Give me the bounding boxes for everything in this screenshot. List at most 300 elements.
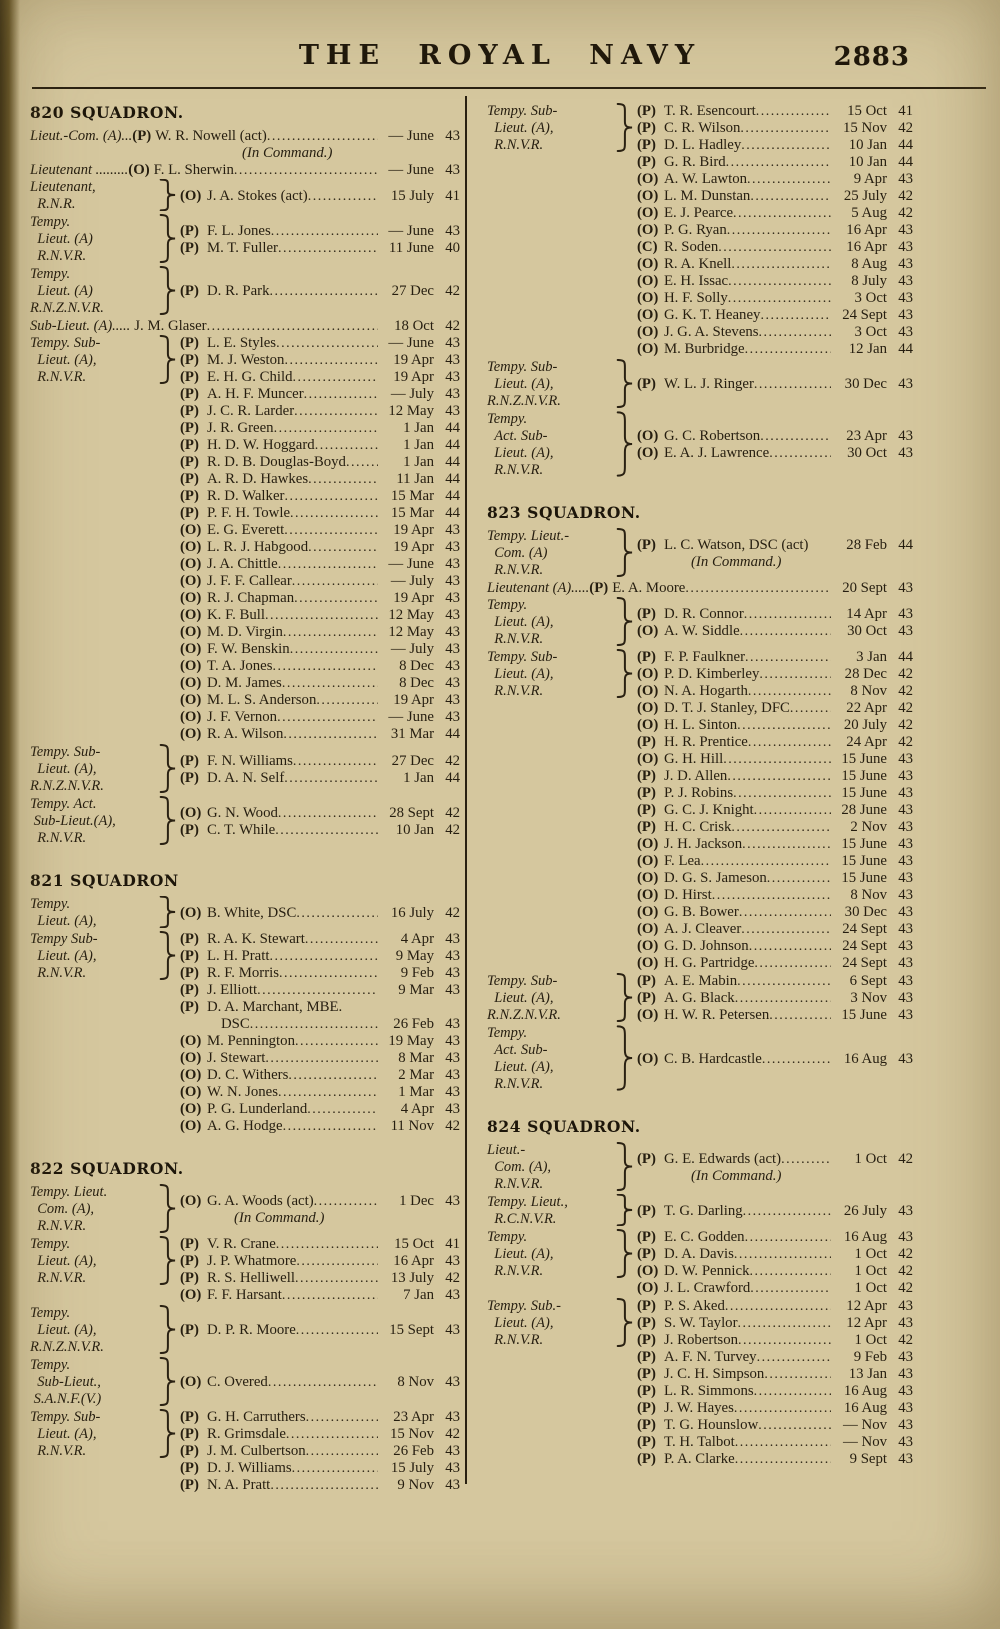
entry-year: 43 <box>445 386 460 402</box>
officer-entry <box>180 573 460 590</box>
leader-dots <box>282 675 378 692</box>
officer-prefix: (P) <box>180 752 199 769</box>
officer-entry <box>637 990 913 1007</box>
officer-entry <box>637 683 913 700</box>
leader-dots <box>750 1280 831 1297</box>
leader-dots <box>739 904 831 921</box>
officer-entry <box>637 938 913 955</box>
entry-date: 15 Nov <box>843 120 887 136</box>
officer-entry <box>637 802 913 819</box>
officer-prefix: (O) <box>637 921 659 937</box>
entry-date: 1 Jan <box>403 769 434 786</box>
officer-prefix: (O) <box>180 692 202 708</box>
entry-year: 43 <box>898 273 913 289</box>
rank-label-line: Tempy. <box>30 896 71 912</box>
leader-dots <box>728 273 831 290</box>
officer-entry <box>637 1246 913 1263</box>
officer-name: A. G. Black <box>664 990 735 1006</box>
entry-date: 1 Oct <box>854 1280 887 1296</box>
officer-name: L. C. Watson, DSC (act) <box>664 536 809 553</box>
officer-prefix: (P) <box>637 1298 656 1314</box>
officer-entry <box>180 1033 460 1050</box>
rank-label <box>487 597 615 648</box>
officer-prefix: (P) <box>637 1366 656 1382</box>
entry-year: 42 <box>445 1270 460 1286</box>
entry-date: 1 Dec <box>399 1192 434 1209</box>
entries-list <box>637 359 913 410</box>
officer-entry <box>180 675 460 692</box>
officer-entry <box>637 445 913 462</box>
entry-year: 44 <box>898 536 913 553</box>
leader-dots <box>307 1101 378 1118</box>
entries-list <box>637 528 913 579</box>
leader-dots <box>747 171 831 188</box>
rank-label-line: Lieut. (A), <box>30 761 97 777</box>
officer-prefix: (P) <box>180 505 199 521</box>
entry-date: 5 Aug <box>851 205 887 221</box>
entry-year: 41 <box>445 187 460 204</box>
entry-date: 27 Dec <box>391 752 434 769</box>
officer-name: G. H. Carruthers <box>207 1409 306 1425</box>
leader-dots <box>712 887 831 904</box>
curly-brace-icon <box>615 528 633 577</box>
officer-prefix: (O) <box>180 1101 202 1117</box>
entry-year: 43 <box>445 1374 460 1390</box>
entry-year: 43 <box>445 948 460 964</box>
officer-name: C. R. Wilson <box>664 120 741 136</box>
officer-prefix: (P) <box>637 1434 656 1450</box>
entry-year: 42 <box>898 120 913 136</box>
leader-dots <box>754 955 831 972</box>
rank-label-line: Lieut. (A) <box>30 283 93 299</box>
rank-label <box>30 1409 158 1494</box>
curly-brace-icon <box>158 179 176 211</box>
entries-list <box>180 266 460 317</box>
rank-label-line: Tempy. Lieut., <box>487 1194 568 1210</box>
leader-dots <box>758 1417 831 1434</box>
entry-date: 12 Apr <box>846 1298 887 1314</box>
rank-label-line: Lieut. (A), <box>487 666 554 682</box>
entry-year: 42 <box>898 1332 913 1348</box>
rank-label-line: Tempy. <box>30 1357 71 1373</box>
officer-entry <box>180 1236 460 1253</box>
entry-year: 43 <box>898 171 913 187</box>
squadron-title: 823 SQUADRON. <box>487 503 641 522</box>
leader-dots <box>296 905 378 922</box>
officer-entry <box>637 188 913 205</box>
officer-entry <box>637 1007 913 1024</box>
officer-prefix: (P) <box>180 1270 199 1286</box>
entry-date: 15 June <box>841 1007 887 1023</box>
entry-year: 43 <box>898 256 913 272</box>
entries-list <box>637 973 913 1024</box>
entry-date: 14 Apr <box>846 605 887 622</box>
entries-list <box>637 649 913 972</box>
officer-entry <box>637 120 913 137</box>
officer-prefix: (P) <box>180 437 199 453</box>
rank-group <box>30 796 460 847</box>
officer-entry <box>637 785 913 802</box>
officer-name: F. W. Benskin <box>207 641 290 657</box>
officer-name: M. Burbridge <box>664 341 745 357</box>
rank-label-line: Tempy. Sub- <box>487 359 558 375</box>
officer-name: J. G. A. Stevens <box>664 324 759 340</box>
leader-dots <box>308 471 378 488</box>
entry-date: 28 Dec <box>844 666 887 682</box>
entry-date: 2 Mar <box>398 1067 434 1083</box>
rank-label <box>487 103 615 358</box>
officer-name: D. R. Park <box>207 283 270 299</box>
officer-name: T. R. Esencourt <box>664 103 756 119</box>
leader-dots <box>737 717 831 734</box>
leader-dots <box>274 420 378 437</box>
entry-year: 42 <box>445 1426 460 1442</box>
entry-year: 42 <box>898 717 913 733</box>
rank-label <box>487 649 615 972</box>
squadron-section <box>487 103 913 479</box>
officer-entry <box>637 904 913 921</box>
leader-dots <box>767 870 831 887</box>
rank-label-line: R.N.V.R. <box>30 248 87 264</box>
officer-name: J. R. Green <box>207 420 274 436</box>
curly-brace-icon <box>615 1194 633 1226</box>
officer-name: P. A. Clarke <box>664 1451 735 1467</box>
entry-year: 43 <box>898 1202 913 1219</box>
officer-prefix: (O) <box>637 938 659 954</box>
rank-label-line: Tempy. Sub- <box>30 335 101 351</box>
entry-date: 15 Mar <box>390 505 434 521</box>
entry-date: 6 Sept <box>849 973 887 989</box>
officer-prefix: (P) <box>180 1253 199 1269</box>
entry-year: 43 <box>445 675 460 691</box>
rank-label-line: R.N.V.R. <box>487 631 544 647</box>
entry-date: 12 Jan <box>848 341 887 357</box>
entry-year: 43 <box>445 1084 460 1100</box>
brace-cell <box>615 973 637 1024</box>
entry-year: 42 <box>445 821 460 838</box>
entry-year: 43 <box>898 819 913 835</box>
officer-name: J. Elliott <box>207 982 258 998</box>
officer-prefix: (P) <box>180 1322 199 1338</box>
leader-dots <box>296 1322 378 1339</box>
brace-cell <box>158 1409 180 1494</box>
leader-dots <box>741 137 831 154</box>
entries-list <box>180 335 460 743</box>
entry-year: 43 <box>445 556 460 572</box>
rank-group <box>487 1142 913 1193</box>
entry-year: 42 <box>898 683 913 699</box>
entry-year: 43 <box>898 921 913 937</box>
leader-dots <box>740 623 831 640</box>
rank-label-line: Lieut.- <box>487 1142 526 1158</box>
officer-prefix: (O) <box>180 641 202 657</box>
officer-prefix: (P) <box>180 1443 199 1459</box>
rank-group <box>30 931 460 1135</box>
rank-label: Sub-Lieut. (A)..... <box>30 318 131 334</box>
entry-date: 8 Dec <box>399 675 434 691</box>
officer-prefix: (P) <box>637 1229 656 1245</box>
rank-label-line: Lieut. (A), <box>487 445 554 461</box>
entry-date: 31 Mar <box>390 726 434 742</box>
leader-dots <box>316 692 378 709</box>
officer-prefix: (O) <box>637 717 659 733</box>
entries-list <box>180 1305 460 1356</box>
entry-year: 44 <box>898 137 913 153</box>
officer-name: T. A. Jones <box>207 658 273 674</box>
curly-brace-icon <box>615 103 633 152</box>
officer-name: D. T. J. Stanley, DFC <box>664 700 790 716</box>
officer-entry <box>180 1084 460 1101</box>
leader-dots <box>734 1246 831 1263</box>
officer-entry <box>637 836 913 853</box>
brace-cell <box>158 896 180 930</box>
entry-year: 43 <box>898 973 913 989</box>
entries-list <box>180 1184 460 1235</box>
officer-prefix: (O) <box>637 836 659 852</box>
entry-date: 28 June <box>841 802 887 818</box>
entry-date: 25 July <box>843 188 887 204</box>
entry-year: 43 <box>445 658 460 674</box>
officer-name: L. E. Styles <box>207 335 277 351</box>
leader-dots <box>273 658 379 675</box>
entries-list <box>637 597 913 648</box>
rank-group <box>30 179 460 213</box>
rank-inline-row <box>30 128 460 145</box>
rank-label-line: Tempy. Sub.- <box>487 1298 561 1314</box>
officer-prefix: (P) <box>180 931 199 947</box>
leader-dots <box>769 445 831 462</box>
leader-dots <box>737 973 831 990</box>
entry-date: 24 Sept <box>842 938 887 954</box>
officer-prefix: (P) <box>637 768 656 784</box>
officer-prefix: (O) <box>637 188 659 204</box>
officer-name: F. N. Williams <box>207 752 293 769</box>
curly-brace-icon <box>158 335 176 384</box>
leader-dots <box>734 1400 831 1417</box>
curly-brace-icon <box>615 411 633 477</box>
officer-name: C. T. While <box>207 821 276 838</box>
rank-label-line: Tempy. Lieut. <box>30 1184 108 1200</box>
entry-date: — July <box>390 386 434 402</box>
entry-year: 43 <box>445 1067 460 1083</box>
rank-label <box>487 359 615 410</box>
officer-entry <box>637 768 913 785</box>
officer-entry <box>637 870 913 887</box>
curly-brace-icon <box>158 1236 176 1285</box>
leader-dots <box>346 454 378 471</box>
leader-dots <box>292 1460 378 1477</box>
entry-year: 44 <box>445 437 460 453</box>
page-number: 2883 <box>833 42 910 72</box>
entries-list <box>637 1142 913 1193</box>
entry-date: — June <box>388 556 434 572</box>
officer-entry <box>637 537 913 554</box>
officer-entry <box>180 770 460 787</box>
officer-entry <box>637 887 913 904</box>
officer-name: W. R. Nowell (act) <box>155 128 267 144</box>
officer-prefix: (O) <box>637 1263 659 1279</box>
officer-prefix: (P) <box>180 999 199 1015</box>
squadron-section <box>487 503 913 1093</box>
entry-year: 44 <box>445 488 460 504</box>
officer-name: F. Lea <box>664 853 701 869</box>
entry-date: 9 Sept <box>849 1451 887 1467</box>
rank-label-line: Tempy. Act. <box>30 796 97 812</box>
rank-group <box>487 1194 913 1228</box>
entry-year: 43 <box>898 222 913 238</box>
rank-label-line: Tempy. <box>487 411 528 427</box>
entry-date: 1 Mar <box>398 1084 434 1100</box>
leader-dots <box>207 318 378 335</box>
entry-year: 40 <box>445 239 460 256</box>
officer-prefix: (P) <box>637 1417 656 1433</box>
curly-brace-icon <box>615 359 633 408</box>
officer-entry <box>637 1349 913 1366</box>
officer-prefix: (P) <box>180 948 199 964</box>
entry-year: 43 <box>898 1050 913 1067</box>
entry-year: 43 <box>898 768 913 784</box>
leader-dots <box>735 1451 831 1468</box>
officer-name: M. J. Weston <box>207 352 285 368</box>
entry-year: 43 <box>445 162 460 178</box>
officer-name: G. N. Wood <box>207 804 278 821</box>
rank-label-line: Act. Sub- <box>487 1042 548 1058</box>
officer-name: D. G. S. Jameson <box>664 870 767 886</box>
officer-name: J. A. Chittle <box>207 556 278 572</box>
leader-dots <box>283 726 378 743</box>
rank-label-line: Lieut. (A) <box>30 231 93 247</box>
officer-name: A. R. D. Hawkes <box>207 471 309 487</box>
rank-label <box>487 528 615 579</box>
entry-year: 44 <box>898 649 913 665</box>
rank-label-line: Tempy. Sub- <box>30 1409 101 1425</box>
officer-name: P. F. H. Towle <box>207 505 291 521</box>
brace-cell <box>615 103 637 358</box>
leader-dots <box>269 948 378 965</box>
officer-name: G. D. Johnson <box>664 938 749 954</box>
entry-date: 16 July <box>390 904 434 921</box>
entry-date: 1 Oct <box>854 1246 887 1262</box>
officer-prefix: (O) <box>637 341 659 357</box>
officer-prefix: (P) <box>180 965 199 981</box>
officer-name: J. D. Allen <box>664 768 728 784</box>
officer-entry <box>180 948 460 965</box>
leader-dots <box>738 1332 831 1349</box>
leader-dots <box>723 751 831 768</box>
officer-entry <box>637 666 913 683</box>
curly-brace-icon <box>158 896 176 928</box>
officer-name: D. W. Pennick <box>664 1263 750 1279</box>
entry-year: 43 <box>898 887 913 903</box>
officer-prefix: (O) <box>637 666 659 682</box>
rank-label-line: Tempy Sub- <box>30 931 98 947</box>
entry-date: 20 July <box>843 717 887 733</box>
leader-dots <box>759 324 831 341</box>
entry-year: 43 <box>445 607 460 623</box>
brace-cell <box>615 1142 637 1193</box>
officer-name: C. B. Hardcastle <box>664 1050 762 1067</box>
officer-name: L. H. Pratt <box>207 948 270 964</box>
officer-entry <box>180 188 460 205</box>
officer-prefix: (P) <box>637 376 656 392</box>
officer-name: P. G. Lunderland <box>207 1101 308 1117</box>
officer-prefix: (P) <box>637 536 656 553</box>
officer-prefix: (O) <box>180 709 202 725</box>
officer-entry <box>180 822 460 839</box>
entry-date: — June <box>388 222 434 239</box>
leader-dots <box>234 162 378 179</box>
officer-prefix: (P) <box>637 1451 656 1467</box>
entry-year: 43 <box>898 870 913 886</box>
officer-entry <box>180 931 460 948</box>
officer-prefix: (O) <box>637 256 659 272</box>
officer-name: A. F. N. Turvey <box>664 1349 757 1365</box>
entry-year: 43 <box>445 1016 460 1032</box>
entry-year: 43 <box>445 369 460 385</box>
officer-name: H. R. Prentice <box>664 734 748 750</box>
officer-name: P. J. Robins <box>664 785 734 801</box>
entry-date: 9 May <box>395 948 434 964</box>
leader-dots <box>754 802 831 819</box>
entry-date: 16 Aug <box>843 1050 887 1067</box>
officer-entry <box>180 283 460 300</box>
officer-prefix: (O) <box>637 171 659 187</box>
entry-date: — July <box>390 641 434 657</box>
in-command-note: (In Command.) <box>242 145 333 161</box>
officer-name: G. E. Edwards (act) <box>664 1150 782 1167</box>
entry-year: 43 <box>898 445 913 461</box>
officer-entry <box>180 624 460 641</box>
officer-prefix: (P) <box>180 369 199 385</box>
rank-group <box>487 597 913 648</box>
rank-label: Lieut.-Com. (A)... <box>30 128 133 144</box>
officer-prefix: (P) <box>180 403 199 419</box>
officer-prefix: (P) <box>637 1246 656 1262</box>
rank-label-line: R.N.V.R. <box>487 1176 544 1192</box>
leader-dots <box>760 428 831 445</box>
officer-entry <box>180 641 460 658</box>
rank-label-line: Tempy. <box>30 214 71 230</box>
officer-prefix: (P) <box>180 283 199 299</box>
officer-prefix: (P) <box>180 1426 199 1442</box>
officer-entry <box>637 256 913 273</box>
leader-dots <box>305 931 378 948</box>
entry-year: 42 <box>445 283 460 299</box>
officer-prefix: (P) <box>637 1315 656 1331</box>
leader-dots <box>257 982 378 999</box>
rank-label <box>487 1142 615 1193</box>
leader-dots <box>284 488 378 505</box>
rank-label-line: R.N.V.R. <box>487 1263 544 1279</box>
officer-name: F. L. Jones <box>207 222 271 239</box>
squadron-title: 820 SQUADRON. <box>30 103 184 122</box>
officer-name: N. A. Hogarth <box>664 683 748 699</box>
officer-entry <box>637 623 913 640</box>
entry-year: 43 <box>445 1460 460 1476</box>
entries-list <box>180 1236 460 1304</box>
curly-brace-icon <box>615 1229 633 1278</box>
rank-label <box>30 1236 158 1304</box>
leader-dots <box>757 1349 831 1366</box>
rank-label: Lieutenant ......... <box>30 162 129 178</box>
entry-date: — June <box>388 128 434 144</box>
officer-entry <box>180 437 460 454</box>
entry-date: 8 Aug <box>851 256 887 272</box>
entry-date: 9 Nov <box>397 1477 434 1493</box>
entry-year: 42 <box>898 205 913 221</box>
rank-label-line: Tempy. <box>487 1025 528 1041</box>
entry-year: 43 <box>898 622 913 639</box>
